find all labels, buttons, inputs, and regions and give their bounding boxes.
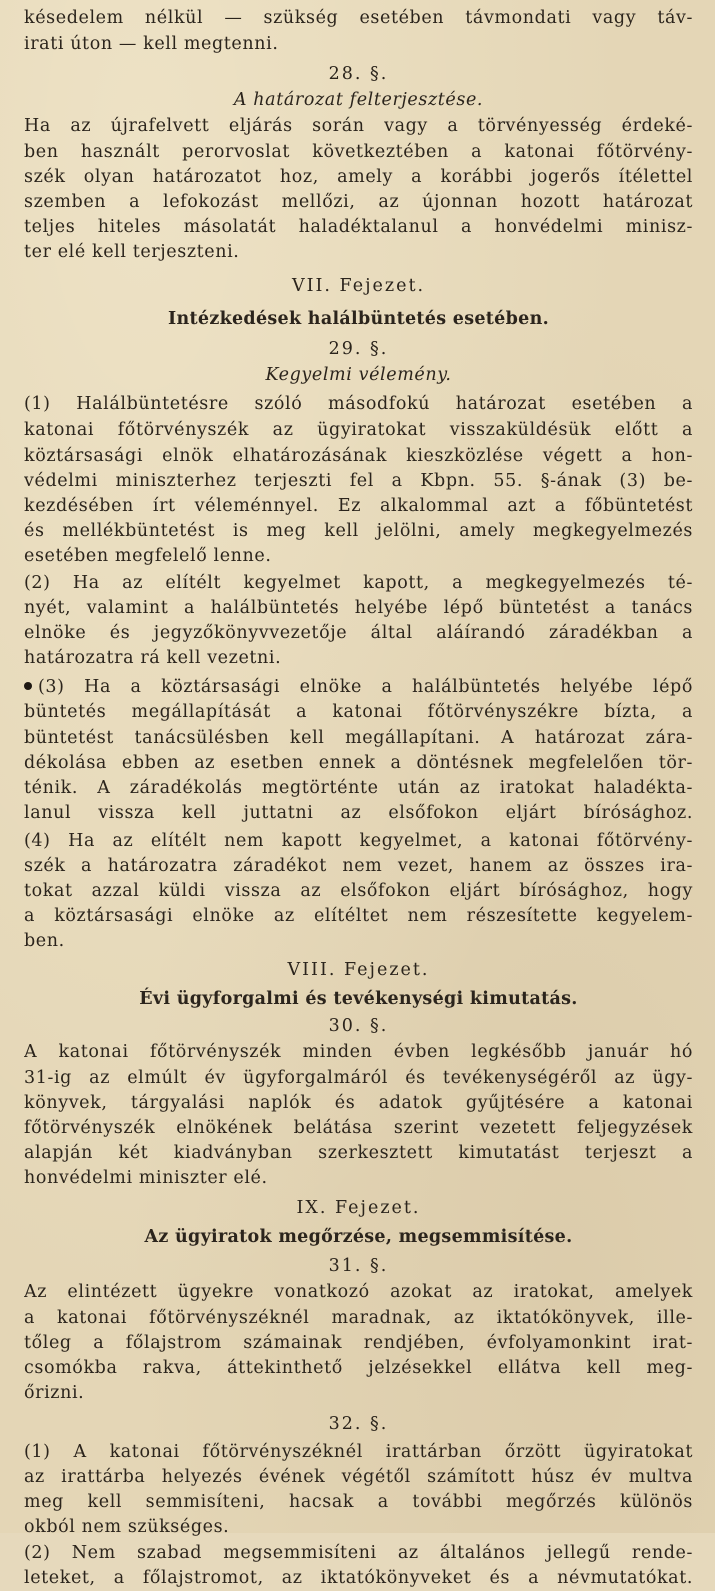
- text-line: (2) Ha az elítélt kegyelmet kapott, a megkegyelmezés té-: [24, 573, 693, 593]
- text-line: Az elintézett ügyekre vonatkozó azokat az iratokat, amelyek: [24, 1282, 693, 1302]
- chapter-heading: VIII. Fejezet.: [287, 960, 430, 980]
- text-line: kezdésében írt véleménnyel. Ez alkalommal azt a főbüntetést: [24, 496, 693, 516]
- text-line: A katonai főtörvényszék minden évben legkésőbb január hó: [24, 1042, 693, 1062]
- section-title: Kegyelmi vélemény.: [265, 365, 452, 385]
- text-line: ter elé kell terjeszteni.: [24, 242, 240, 262]
- chapter-heading: VII. Fejezet.: [291, 276, 426, 296]
- text-line: nyét, valamint a halálbüntetés helyébe lépő büntetést a tanács: [24, 598, 693, 618]
- text-line: köztársasági elnök elhatározásának kieszközlése végett a hon-: [24, 446, 693, 466]
- section-number: 30. §.: [328, 1016, 389, 1036]
- chapter-title: Évi ügyforgalmi és tevékenységi kimutatás.: [139, 989, 578, 1009]
- text-line: [24, 675, 693, 700]
- text-line: főtörvényszék elnökének belátása szerint vezetett feljegyzések: [24, 1118, 693, 1138]
- text-line: okból nem szükséges.: [24, 1517, 230, 1537]
- text-line: meg kell semmisíteni, hacsak a további megőrzés különös: [24, 1492, 693, 1512]
- chapter-title: Az ügyiratok megőrzése, megsemmisítése.: [144, 1227, 573, 1247]
- text-line: büntetést tanácsülésben kell megállapítani. A határozat zára-: [24, 728, 693, 748]
- text-line: Ha az újrafelvett eljárás során vagy a törvényesség érdeké-: [24, 116, 693, 136]
- text-line: és mellékbüntetést is meg kell jelölni, amely megkegyelmezés: [24, 521, 693, 541]
- text-line: szemben a lefokozást mellőzi, az újonnan hozott határozat: [24, 192, 693, 212]
- text-line: ben használt perorvoslat következtében a katonai főtörvény-: [24, 142, 693, 162]
- text-line: dékolása ebben az esetben ennek a döntésnek megfelelően tör-: [24, 753, 693, 773]
- text-line: honvédelmi miniszter elé.: [24, 1168, 268, 1188]
- text-line: késedelem nélkül — szükség esetében távmondati vagy táv-: [24, 8, 693, 28]
- text-line: esetében megfelelő lenne.: [24, 546, 272, 566]
- chapter-heading: IX. Fejezet.: [296, 1198, 421, 1218]
- bullet-dot-icon: [24, 682, 32, 690]
- text-line: csomókba rakva, áttekinthető jelzésekkel ellátva kell meg-: [24, 1358, 693, 1378]
- text-line: a köztársasági elnöke az elítéltet nem részesítette kegyelem-: [24, 906, 693, 926]
- text-line: irati úton — kell megtenni.: [24, 34, 279, 54]
- section-title: A határozat felterjesztése.: [233, 90, 484, 110]
- text-line: szék olyan határozatot hoz, amely a korábbi jogerős ítélettel: [24, 167, 693, 187]
- text-line: elnöke és jegyzőkönyvvezetője által aláírandó záradékban a: [24, 623, 693, 643]
- text-line: alapján két kiadványban szerkesztett kimutatást terjeszt a: [24, 1143, 693, 1163]
- text-line: védelmi miniszterhez terjeszti fel a Kbpn. 55. §-ának (3) be-: [24, 471, 693, 491]
- section-number: 29. §.: [328, 339, 389, 359]
- text-line: őrizni.: [24, 1383, 85, 1403]
- text-line: szék a határozatra záradékot nem vezet, hanem az összes ira-: [24, 856, 693, 876]
- text-line: tokat azzal küldi vissza az elsőfokon eljárt bírósághoz, hogy: [24, 881, 693, 901]
- text-line: (1) Halálbüntetésre szóló másodfokú határozat esetében a: [24, 394, 693, 414]
- section-number: 31. §.: [328, 1256, 389, 1276]
- text-line: határozatra rá kell vezetni.: [24, 648, 282, 668]
- text-line: tőleg a főlajstrom számainak rendjében, évfolyamonkint irat-: [24, 1333, 693, 1353]
- text-line: teljes hiteles másolatát haladéktalanul a honvédelmi minisz-: [24, 217, 693, 237]
- text-line: (1) A katonai főtörvényszéknél irattárban őrzött ügyiratokat: [24, 1442, 693, 1462]
- text-line: lanul vissza kell juttatni az elsőfokon eljárt bírósághoz.: [24, 803, 693, 823]
- text-line: (2) Nem szabad megsemmisíteni az általános jellegű rende-: [24, 1543, 693, 1563]
- text-line: büntetés megállapítását a katonai főtörvényszékre bízta, a: [24, 702, 693, 722]
- text-line: (4) Ha az elítélt nem kapott kegyelmet, a katonai főtörvény-: [24, 831, 693, 851]
- section-number: 28. §.: [328, 64, 389, 84]
- text-line-content: (3) Ha a köztársasági elnöke a halálbüntetés helyébe lépő: [38, 677, 693, 697]
- text-line: az irattárba helyezés évének végétől számított húsz év multva: [24, 1467, 693, 1487]
- text-line: leteket, a főlajstromot, az iktatókönyveket és a névmutatókat.: [24, 1568, 693, 1588]
- text-line: könyvek, tárgyalási naplók és adatok gyűjtésére a katonai: [24, 1093, 693, 1113]
- chapter-title: Intézkedések halálbüntetés esetében.: [168, 309, 549, 329]
- text-line: a katonai főtörvényszéknél maradnak, az iktatókönyvek, ille-: [24, 1308, 693, 1328]
- text-line: 31-ig az elmúlt év ügyforgalmáról és tevékenységéről az ügy-: [24, 1068, 693, 1088]
- text-line: katonai főtörvényszék az ügyiratokat visszaküldésük előtt a: [24, 420, 693, 440]
- text-line: ben.: [24, 931, 65, 951]
- section-number: 32. §.: [328, 1414, 389, 1434]
- text-line: ténik. A záradékolás megtörténte után az iratokat haladékta-: [24, 778, 693, 798]
